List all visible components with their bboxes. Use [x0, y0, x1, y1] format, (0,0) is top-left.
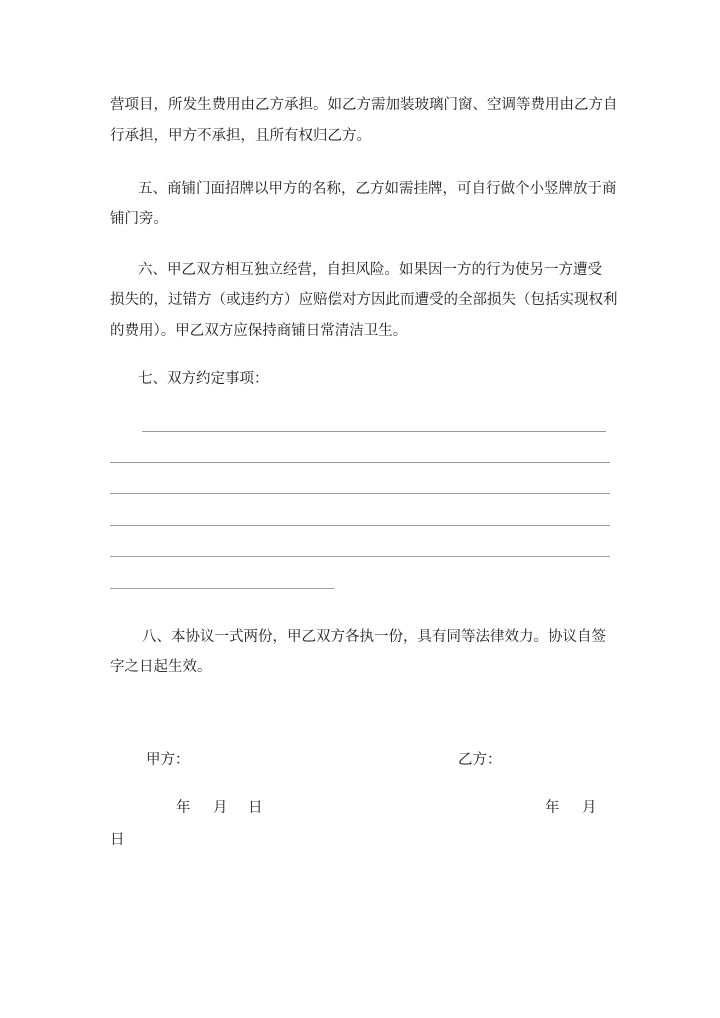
party-b-label: 乙方：: [458, 752, 502, 768]
blank-line: [110, 556, 610, 557]
date-month-b: 月: [582, 800, 597, 816]
date-day-b: 日: [110, 832, 125, 848]
blank-line: [110, 462, 610, 463]
blank-line: [110, 493, 610, 494]
blank-line: [110, 588, 334, 589]
clause-6-line: 的费用）。甲乙双方应保持商铺日常清洁卫生。: [110, 323, 408, 339]
blank-line: [110, 525, 610, 526]
clause-7-heading: 七、双方约定事项：: [138, 371, 269, 387]
party-a-label: 甲方：: [146, 752, 190, 768]
paragraph-line: 营项目，所发生费用由乙方承担。如乙方需加装玻璃门窗、空调等费用由乙方自: [110, 97, 618, 113]
date-year-a: 年: [176, 800, 191, 816]
clause-6-line: 六、甲乙双方相互独立经营，自担风险。如果因一方的行为使另一方遭受: [138, 262, 602, 278]
clause-5-line: 铺门旁。: [110, 211, 168, 227]
date-month-a: 月: [213, 800, 228, 816]
clause-8-line: 八、本协议一式两份，甲乙双方各执一份，具有同等法律效力。协议自签: [142, 629, 606, 645]
paragraph-line: 行承担，甲方不承担，且所有权归乙方。: [110, 128, 371, 144]
date-day-a: 日: [248, 800, 263, 816]
clause-5-line: 五、商铺门面招牌以甲方的名称，乙方如需挂牌，可自行做个小竖牌放于商: [138, 181, 617, 197]
blank-line: [142, 431, 606, 432]
clause-6-line: 损失的，过错方（或违约方）应赔偿对方因此而遭受的全部损失（包括实现权利: [110, 292, 618, 308]
clause-8-line: 字之日起生效。: [110, 659, 212, 675]
date-year-b: 年: [545, 800, 560, 816]
